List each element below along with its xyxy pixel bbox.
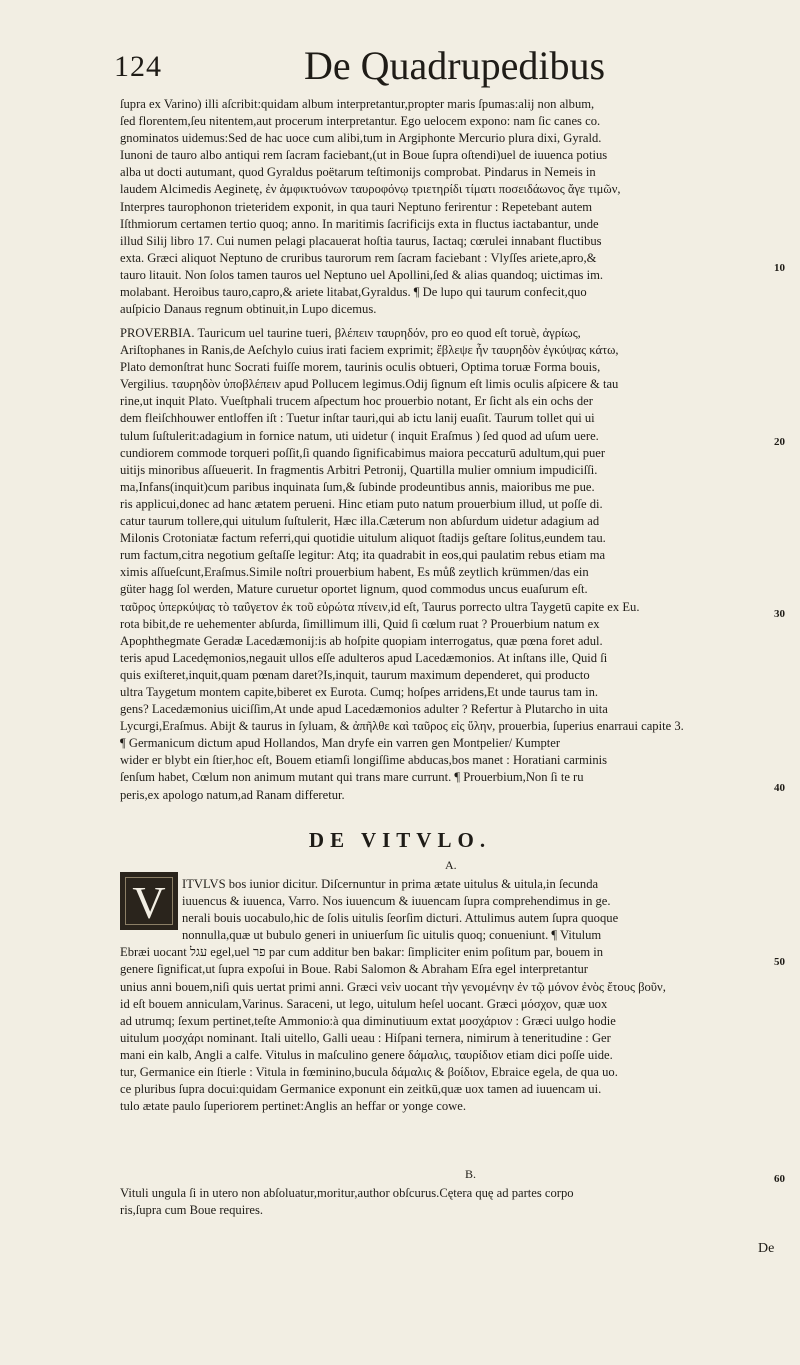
text-line: Plato demonſtrat hunc Socrati fuiſſe morem, taurinis oculis obtueri, Optima toruæ Forma bouis,: [120, 360, 601, 375]
section-letter-a: A.: [445, 858, 457, 872]
text-line: ultra Taygetum montem capite,biberet ex Eurota. Cumq; hoſpes arridens,Et unde taurus tam in.: [120, 684, 599, 699]
text-line: Vergilius. ταυρηδὸν ὑποβλέπειν apud Pollucem legimus.Odij ſignum eſt limis oculis aſpicere & tau: [120, 377, 619, 392]
page-header: [114, 42, 674, 98]
vitulo-text-block-b: [120, 1185, 790, 1219]
text-line: Iſthmiorum certamen tertio quoq; anno. In maritimis ſacrificijs exta in fluctus iactabantur, unde: [120, 216, 599, 231]
text-line: ris,ſupra cum Boue requires.: [120, 1203, 264, 1218]
text-line: laudem Alcimedis Aeginetę, ἐν ἀμφικτυόνων ταυροφόνῳ τριετηρίδι τίματι ποσειδάωνος ἄγε τιμῶν,: [120, 182, 621, 197]
catchword: De: [758, 1241, 775, 1256]
text-line: ma,Infans(inquit)cum paribus inquinata ſum,& ſubinde prodeuntibus annis, maioribus me pue.: [120, 479, 595, 494]
text-line: ximis aſſueſcunt,Eraſmus.Simile noſtri prouerbium habent, Es můß zeytlich krümmen/das ein: [120, 565, 589, 580]
margin-number: 60: [774, 1173, 785, 1185]
text-line: iuuencus & iuuenca, Varro. Nos iuuencum & iuuencam ſupra comprehendimus in ge.: [182, 894, 611, 909]
decorated-initial: V: [120, 872, 178, 930]
text-line: ¶ Germanicum dictum apud Hollandos, Man dryfe ein varren gen Montpelier/ Kumpter: [120, 736, 561, 751]
text-line: mani ein kalb, Angli a calfe. Vitulus in maſculino genere δάμαλις, ταυρίδιον etiam dici poſſe uide.: [120, 1047, 613, 1062]
text-line: ris applicui,donec ad hanc ætatem perueni. Hinc etiam puto natum prouerbium illud, ut poſſe di.: [120, 496, 603, 511]
text-line: teris apud Lacedęmonios,negauit ullos eſſe adulteros apud Lacedæmonios. At inſtans ille, Quid ſi: [120, 650, 608, 665]
text-line: Milonis Crotoniatæ factum referri,qui quotidie uitulum aliquot ſtadijs geſtare ſolitus,eundem tau.: [120, 531, 606, 546]
text-line: gens? Lacedæmonius uiciſſim,At unde apud Lacedæmonios adulter ? Refertur à Plutarcho in uita: [120, 702, 608, 717]
text-line: ſenſum habet, Cœlum non animum mutant qui trans mare currunt. ¶ Prouerbium,Non ſi te ru: [120, 770, 584, 785]
running-title: De Quadrupedibus: [304, 43, 606, 88]
text-line: illud Silij libro 17. Cui numen pelagi placauerat hoſtia taurus, Iactaq; cœrulei innabant fluctibus: [120, 233, 602, 248]
text-line: ad utrumq; ſexum pertinet,teſte Ammonio:à qua diminutiuum extat μοσχάριον : Græci uulgo hodie: [120, 1013, 616, 1028]
proverbs-text-block: [120, 325, 790, 804]
text-line: peris,ex apologo natum,ad Ranam differetur.: [120, 787, 345, 802]
page-number: 124: [114, 50, 162, 83]
text-line: id eſt bouem anniculam,Varinus. Saraceni, ut lego, uitulum heſel uocant. Græci μόσχον, quæ uox: [120, 996, 608, 1011]
text-line: uitijs minoribus aſſueuerit. In fragmentis Arbitri Petronij, Quartilla mulier omnium impudiciſſi.: [120, 462, 598, 477]
text-line: nerali bouis uocabulo,hic de ſolis uitulis ſeorſim dicturi. Attulimus autem ſupra quoque: [182, 911, 619, 926]
text-line: genere ſignificat,ut ſupra expoſui in Boue. Rabi Salomon & Abraham Eſra egel interpretantur: [120, 962, 588, 977]
text-line: uitulum μοσχάρι nominant. Itali uitello, Galli ueau : Hiſpani ternera, nimirum à teneritudine : Ger: [120, 1030, 611, 1045]
text-line: PROVERBIA. Tauricum uel taurine tueri, βλέπειν ταυρηδόν, pro eo quod eſt toruè, ἀγρίως,: [120, 326, 581, 340]
text-line: tulo ætate paulo ſuperiorem pertinet:Anglis an heffar or yonge cowe.: [120, 1099, 466, 1114]
text-line: rota bibit,de re uehementer abſurda, ſimillimum illi, Quid ſi cœlum ruat ? Prouerbium natum ex: [120, 616, 600, 631]
body-text-block-1: [120, 96, 790, 318]
section-letter-b: B.: [465, 1167, 477, 1181]
text-line: nonnulla,quæ ut bubulo generi in uniuerſum ſic uitulis quoq; conueniunt. ¶ Vitulum: [182, 928, 602, 943]
margin-number: 30: [774, 608, 785, 620]
text-line: quis exiſteret,inquit,quam pœnam daret?Is,inquit, taurum maximum dependeret, qui producto: [120, 667, 590, 682]
margin-number: 40: [774, 782, 785, 794]
margin-number: 10: [774, 262, 785, 274]
text-line: alba ut docti autumant, quod Gyraldus poëtarum teſtimonijs comprobat. Pindarus in Nemeis in: [120, 165, 596, 180]
section-heading: DE VITVLO.: [308, 828, 492, 852]
text-line: ταῦρος ὑπερκύψας τὸ ταΰγετον ἐκ τοῦ εὐρώτα πίνειν,id eſt, Taurus porrecto ultra Taygetū capite ex Eu.: [120, 599, 640, 614]
text-line: auſpicio Danaus regnum obtinuit,in Lupo dicemus.: [120, 302, 377, 317]
text-line: Vituli ungula ſi in utero non abſoluatur,moritur,author obſcurus.Cętera quę ad partes corpo: [120, 1186, 574, 1200]
text-line: güter hagg ſol werden, Mature curuetur oportet lignum, quod commodus uncus euaſurum eſt.: [120, 582, 588, 597]
text-line: Interpres taurophonon trieteridem exponit, in qua tauri Neptuno ferirentur : Repetebant autem: [120, 199, 593, 214]
text-line: Apophthegmate Geradæ Lacedæmonij:is ab hoſpite quopiam interrogatus, quæ pœna foret adul.: [120, 633, 603, 648]
text-line: rum factum,citra negotium geſtaſſe legitur: Atq; ita quadrabit in eos,qui paulatim rebus etiam ma: [120, 548, 606, 563]
text-line: Ariſtophanes in Ranis,de Aeſchylo cuius irati faciem exprimit; ἔβλεψε ἦν ταυρηδὸν ἐγκύψας κάτω,: [120, 343, 619, 358]
text-line: tulum ſuſtulerit:adagium in fornice natum, uti uidetur ( inquit Eraſmus ) ſed quod ad uſum uere.: [120, 428, 599, 443]
text-line: cundiorem commode torqueri poſſit,ſi quando ſignificabimus maiora peccaturū adultum,qui puer: [120, 445, 606, 460]
text-line: molabant. Heroibus tauro,capro,& ariete litabat,Gyraldus. ¶ De lupo qui taurum confecit,quo: [120, 285, 587, 300]
text-line: ITVLVS bos iunior dicitur. Diſcernuntur in prima ætate uitulus & uitula,in ſecunda: [182, 877, 599, 891]
text-line: ſupra ex Varino) illi aſcribit:quidam album interpretantur,propter maris ſpumas:alij non album,: [120, 97, 595, 111]
text-line: Ebræi uocant עגל egel,uel פר par cum additur ben bakar: ſimpliciter enim poſitum par, bouem in: [120, 945, 604, 960]
text-line: gnominatos uidemus:Sed de hac uoce cum alibi,tum in Argiphonte Mercurio plura dixi, Gyrald.: [120, 131, 602, 146]
text-line: tauro litauit. Non ſolos tamen tauros uel Neptuno uel Apollini,ſed & alias quandoq; uictimas im.: [120, 267, 604, 282]
text-line: unius anni bouem,niſi quis uertat primi anni. Græci νεὶν uocant τὴν γενομένην ἐν τῷ μόνον ἐνὸς ἔτους βοῦν,: [120, 979, 666, 994]
vitulo-text-block: [120, 876, 790, 1115]
margin-number: 50: [774, 956, 785, 968]
margin-number: 20: [774, 436, 785, 448]
text-line: catur taurum tollere,qui uitulum ſuſtulerit, Hæc illa.Cæterum non abſurdum uidetur adagium ad: [120, 514, 600, 529]
text-line: Iunoni de tauro albo antiqui rem ſacram faciebant,(ut in Boue ſupra oſtendi)uel de iuuenca potius: [120, 148, 608, 163]
text-line: ſed florentem,ſeu nitentem,aut procerum interpretantur. Ego uelocem expono: nam ſic canes co.: [120, 114, 601, 129]
text-line: dem fleiſchhouwer entloffen iſt : Tuetur inſtar tauri,qui ab ictu lanij euaſit. Taurum tollet qui ui: [120, 411, 595, 426]
text-line: tur, Germanice ein ſtierle : Vitula in fœminino,bucula δάμαλις & βοίδιον, Ebraice egela, de qua uo.: [120, 1065, 618, 1080]
text-line: rine,ut inquit Plato. Vueſtphali trucem aſpectum hoc prouerbio notant, Er ſicht als ein ochs der: [120, 394, 593, 409]
text-line: Lycurgi,Eraſmus. Abijt & taurus in ſyluam, & ἀπῆλθε καὶ ταῦρος εἰς ὕλην, prouerbia, ſuperius enarraui capite 3.: [120, 719, 684, 734]
text-line: wider er blybt ein ſtier,hoc eſt, Bouem etiamſi longiſſime abducas,bos manet : Horatiani carminis: [120, 753, 608, 768]
text-line: exta. Græci aliquot Neptuno de cruribus taurorum rem ſacram faciebant : Vlyſſes ariete,apro,&: [120, 250, 597, 265]
text-line: ce pluribus ſupra docui:quidam Germanice exponunt ein zeitkū,quæ uox tamen ad iuuencam ui.: [120, 1082, 602, 1097]
